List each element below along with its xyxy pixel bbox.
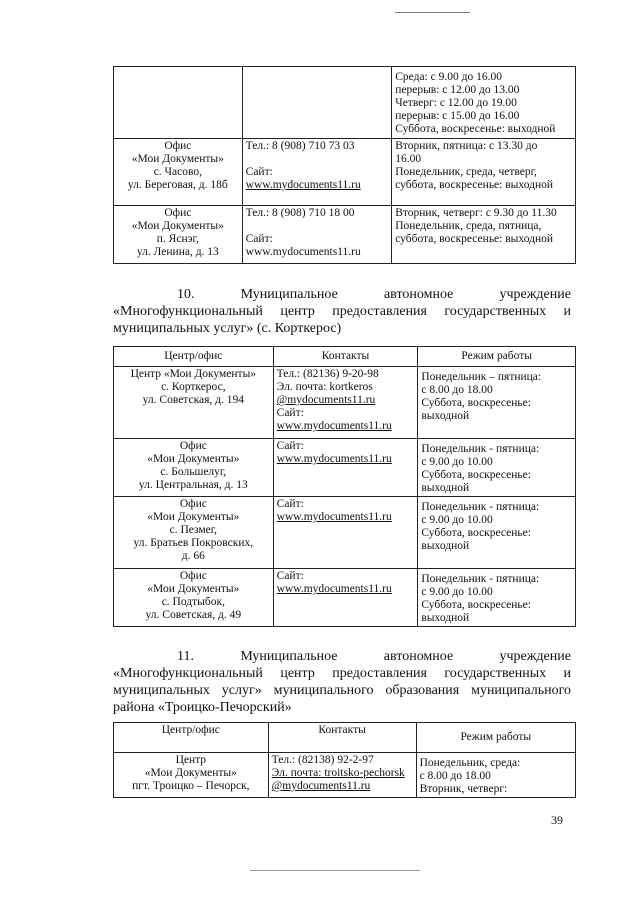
cell-line: перерыв: с 12.00 до 13.00 <box>395 84 520 96</box>
scan-artifact-line <box>395 12 470 13</box>
cell-line: Центр «Мои Документы» <box>130 368 257 380</box>
cell-line: Суббота, воскресенье: выходной <box>395 123 556 135</box>
troitsko-pechorsky-offices-table <box>113 722 576 798</box>
column-header: Контакты <box>273 347 418 367</box>
office-cell <box>114 367 274 439</box>
cell-line: Тел.: 8 (908) 710 18 00 <box>245 207 355 219</box>
cell-line: Тел.: (82136) 9-20-98 <box>276 368 379 380</box>
cell-line: суббота, воскресенье: выходной <box>395 233 554 245</box>
cell-line: выходной <box>421 540 470 552</box>
hours-cell <box>392 67 576 139</box>
contacts-cell <box>242 67 392 139</box>
office-cell <box>114 67 243 139</box>
cell-line: Понедельник - пятница: <box>421 573 540 585</box>
cell-line: Сайт: <box>276 407 304 419</box>
section-11-heading <box>113 648 571 716</box>
cell-line: с 8.00 до 18.00 <box>421 384 493 396</box>
cell-link[interactable]: www.mydocuments11.ru <box>276 511 392 523</box>
column-header: Контакты <box>268 723 416 753</box>
cell-line: п. Яснэг, <box>156 233 199 245</box>
cell-line: Сайт: <box>245 166 273 178</box>
cell-line: Среда: с 9.00 до 16.00 <box>395 71 502 83</box>
cell-line: Офис <box>164 207 192 219</box>
cell-line: Понедельник, среда, четверг, <box>395 166 537 178</box>
cell-link[interactable]: www.mydocuments11.ru <box>276 583 392 595</box>
cell-line: пгт. Троицко – Печорск, <box>132 780 250 792</box>
cell-line: Офис <box>179 498 207 510</box>
table-row <box>114 367 576 439</box>
cell-line: «Мои Документы» <box>147 583 240 595</box>
cell-line: Вторник, четверг: <box>419 783 508 795</box>
cell-link[interactable]: Эл. почта: troitsko-pechorsk <box>271 767 405 779</box>
cell-line: Четверг: с 12.00 до 19.00 <box>395 97 517 109</box>
cell-line <box>246 220 389 233</box>
contacts-cell <box>242 206 392 264</box>
cell-line: «Мои Документы» <box>147 453 240 465</box>
cell-line: ул. Советская, д. 49 <box>145 609 242 621</box>
section-number: 11. <box>177 649 194 664</box>
cell-link[interactable]: @mydocuments11.ru <box>276 394 376 406</box>
cell-line: с. Часово, <box>153 166 202 178</box>
page-number: 39 <box>551 813 563 827</box>
office-cell <box>114 439 274 497</box>
cell-line: 16.00 <box>395 153 422 165</box>
cell-line: суббота, воскресенье: выходной <box>395 179 554 191</box>
cell-line: Понедельник - пятница: <box>421 501 540 513</box>
table-row <box>114 439 576 497</box>
section-number: 10. <box>177 287 195 302</box>
cell-line: с. Корткерос, <box>161 381 226 393</box>
cell-line: Тел.: 8 (908) 710 73 03 <box>245 140 355 152</box>
cell-line: ул. Центральная, д. 13 <box>138 479 248 491</box>
cell-line: выходной <box>421 410 470 422</box>
cell-line: www.mydocuments11.ru <box>245 246 361 258</box>
heading-word: учреждение <box>499 649 571 664</box>
contacts-cell <box>273 439 418 497</box>
cell-line: Понедельник, среда: <box>419 757 521 769</box>
cell-line: Понедельник, среда, пятница, <box>395 220 542 232</box>
contacts-cell <box>273 497 418 569</box>
heading-word: Муниципальное <box>240 287 338 302</box>
cell-line: Сайт: <box>276 498 304 510</box>
cell-line: с. Подтыбок, <box>161 596 225 608</box>
cell-line: выходной <box>421 482 470 494</box>
cell-line: с 8.00 до 18.00 <box>419 770 491 782</box>
hours-cell <box>392 139 576 206</box>
cell-link[interactable]: www.mydocuments11.ru <box>276 420 392 432</box>
cell-line: ул. Советская, д. 194 <box>142 394 244 406</box>
cell-line: Офис <box>179 570 207 582</box>
cell-line: с 9.00 до 10.00 <box>421 456 493 468</box>
cell-line: Тел.: (82138) 92-2-97 <box>271 754 374 766</box>
hours-cell <box>416 753 575 798</box>
cell-line: ул. Братьев Покровских, <box>133 537 254 549</box>
contacts-cell <box>273 569 418 627</box>
cell-line: ул. Ленина, д. 13 <box>136 246 219 258</box>
cell-line: с. Пезмег, <box>169 524 218 536</box>
cell-line: Сайт: <box>245 233 273 245</box>
cell-line: с. Большелуг, <box>160 466 227 478</box>
cell-line: «Мои Документы» <box>131 220 224 232</box>
contacts-cell <box>268 753 416 798</box>
cell-line: Понедельник – пятница: <box>421 371 542 383</box>
table-row <box>114 139 576 206</box>
contacts-cell <box>242 139 392 206</box>
heading-word: учреждение <box>499 287 571 302</box>
hours-cell <box>418 367 576 439</box>
table-row <box>114 497 576 569</box>
table-header-row <box>114 347 576 367</box>
cell-link[interactable]: @mydocuments11.ru <box>271 780 371 792</box>
hours-cell <box>392 206 576 264</box>
cell-line: Центр <box>175 754 207 766</box>
hours-cell <box>418 497 576 569</box>
cell-line: Понедельник - пятница: <box>421 443 540 455</box>
office-cell <box>114 206 243 264</box>
contacts-cell <box>273 367 418 439</box>
heading-word: автономное <box>383 287 454 302</box>
table-row <box>114 67 576 139</box>
cell-line: ул. Береговая, д. 18б <box>127 179 228 191</box>
cell-line: перерыв: с 15.00 до 16.00 <box>395 110 520 122</box>
cell-line: «Мои Документы» <box>147 511 240 523</box>
office-cell <box>114 753 269 798</box>
cell-link[interactable]: www.mydocuments11.ru <box>245 179 361 191</box>
cell-line: Сайт: <box>276 440 304 452</box>
column-header: Режим работы <box>416 723 575 753</box>
hours-cell <box>418 569 576 627</box>
office-cell <box>114 497 274 569</box>
cell-line: д. 66 <box>181 550 205 562</box>
table-row <box>114 753 576 798</box>
cell-line: Суббота, воскресенье: <box>421 599 531 611</box>
heading-line: муниципальных услуг» муниципального образования муниципального <box>113 683 571 698</box>
cell-line: «Мои Документы» <box>131 153 224 165</box>
cell-line: Эл. почта: kortkeros <box>276 381 373 393</box>
column-header: Центр/офис <box>114 347 274 367</box>
cell-line: Суббота, воскресенье: <box>421 469 531 481</box>
cell-line: «Мои Документы» <box>144 767 237 779</box>
kortkeros-offices-table <box>113 346 576 627</box>
cell-line: Сайт: <box>276 570 304 582</box>
cell-line: Вторник, пятница: с 13.30 до <box>395 140 538 152</box>
cell-line: Вторник, четверг: с 9.30 до 11.30 <box>395 207 557 219</box>
column-header: Центр/офис <box>114 723 269 753</box>
section-10-heading <box>113 286 571 337</box>
cell-line: Офис <box>164 140 192 152</box>
heading-line: муниципальных услуг» (с. Корткерос) <box>113 321 342 336</box>
table-row <box>114 206 576 264</box>
heading-word: Муниципальное <box>240 649 338 664</box>
cell-link[interactable]: www.mydocuments11.ru <box>276 453 392 465</box>
office-cell <box>114 569 274 627</box>
cell-line: с 9.00 до 10.00 <box>421 514 493 526</box>
cell-line <box>246 153 389 166</box>
cell-line: с 9.00 до 10.00 <box>421 586 493 598</box>
top-schedule-table <box>113 66 576 264</box>
heading-line: «Многофункциональный центр предоставления государственных и <box>113 304 571 319</box>
table-row <box>114 569 576 627</box>
heading-word: автономное <box>383 649 454 664</box>
cell-line: Суббота, воскресенье: <box>421 527 531 539</box>
heading-line: района «Троицко-Печорский» <box>113 700 292 715</box>
scan-artifact-line <box>250 870 420 871</box>
office-cell <box>114 139 243 206</box>
hours-cell <box>418 439 576 497</box>
table-header-row <box>114 723 576 753</box>
heading-line: «Многофункциональный центр предоставления государственных и <box>113 666 571 681</box>
cell-line: Офис <box>179 440 207 452</box>
cell-line: Суббота, воскресенье: <box>421 397 531 409</box>
column-header: Режим работы <box>418 347 576 367</box>
cell-line: выходной <box>421 612 470 624</box>
